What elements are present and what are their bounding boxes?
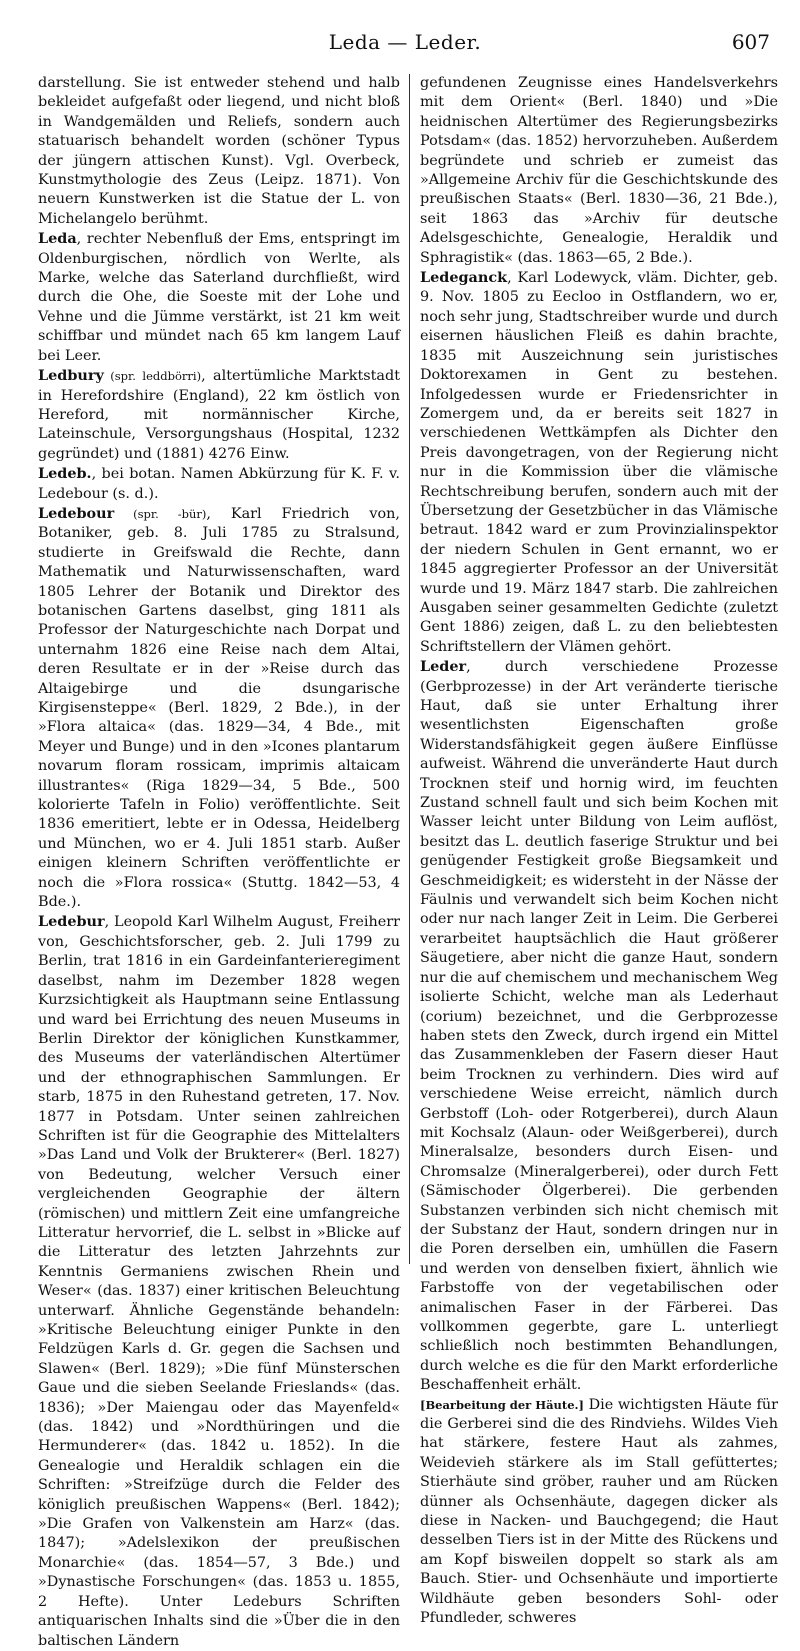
entry-text: , Karl Lodewyck, vläm. Dichter, geb. 9. Nov. 1805 zu Eecloo in Ostflandern, wo er, noch sehr jung, Stadtschreiber wurde und durch eisernen häuslichen Fleiß es dahin brachte, 1835 mit Auszeichnung sein juristisches Doktorexamen in Gent zu bestehen. Infolgedessen wurde er Friedensrichter in Zomergem und, da er bereits seit 1827 in verschiedenen Wettkämpfen als Dichter den Preis davongetragen, von der Regierung nicht nur in die Kommission über die vlämische Rechtschreibung berufen, sondern auch mit der Übersetzung der Gesetzbücher in das Vlämische betraut. 1842 ward er zum Provinzialinspektor der niedern Schulen in Gent ernannt, wo er 1845 aggregierter Professor an der Universität wurde und 19. März 1847 starb. Die zahlreichen Ausgaben seiner gesammelten Gedichte (zuletzt Gent 1886) zeigen, daß L. zu den beliebtesten Schriftstellern der Vlämen gehört. xyxy=(420,270,778,655)
page-header xyxy=(40,30,770,60)
entry-headword: Ledebur xyxy=(38,913,105,931)
entry-paragraph xyxy=(420,74,778,268)
running-title: Leda — Leder. xyxy=(328,30,482,54)
entry-text: , rechter Nebenfluß der Ems, entspringt im Oldenburgischen, nördlich von Werlte, als Marke, welche das Saterland durchfließt, wird durch die Ohe, die Soeste mit der Lohe und Vehne und die Jümme verstärkt, ist 21 km weit schiffbar und mündet nach 65 km langem Lauf bei Leer. xyxy=(38,231,400,364)
entry-text: , Karl Friedrich von, Botaniker, geb. 8. Juli 1785 zu Stralsund, studierte in Greifswald die Rechte, dann Mathematik und Naturwissenschaften, ward 1805 Lehrer der Botanik und Direktor des botanischen Gartens daselbst, ging 1811 als Professor der Naturgeschichte nach Dorpat und unternahm 1826 eine Reise nach dem Altai, deren Resultate er in der »Reise durch das Altaigebirge und die dsungarische Kirgisensteppe« (Berl. 1829, 2 Bde.), in der »Flora altaica« (das. 1829—34, 4 Bde., mit Meyer und Bunge) und in den »Icones plantarum novarum floram rossicam, imprimis altaicam illustrantes« (Riga 1829—34, 5 Bde., 500 kolorierte Tafeln in Folio) veröffentlichte. Seit 1836 emeritiert, lebte er in Odessa, Heidelberg und München, wo er 4. Juli 1851 starb. Außer einigen kleinern Schriften veröffentlichte er noch die »Flora rossica« (Stuttg. 1842—53, 4 Bde.). xyxy=(38,505,400,911)
entry-paragraph xyxy=(38,504,400,913)
entry-headword: Ledbury xyxy=(38,367,104,385)
entry-text: , durch verschiedene Prozesse (Gerbprozesse) in der Art veränderte tierische Haut, daß sie unter Erhaltung ihrer wesentlichsten Eigenschaften große Widerstandsfähigkeit gegen äußere Einflüsse aufweist. Während die unveränderte Haut durch Trocknen steif und hornig wird, im feuchten Zustand schnell fault und sich beim Kochen mit Wasser leicht unter Bildung von Leim auflöst, besitzt das L. deutlich faserige Struktur und bei genügender Festigkeit große Biegsamkeit und Geschmeidigkeit; es widersteht in der Nässe der Fäulnis und verwandelt sich beim Kochen nicht oder nur nach langer Zeit in Leim. Die Gerberei verarbeitet hauptsächlich die Haut größerer Säugetiere, aber nicht die ganze Haut, sondern nur die auf chemischem und mechanischem Weg isolierte Schicht, welche man als Lederhaut (corium) bezeichnet, und die Gerbprozesse haben stets den Zweck, durch irgend ein Mittel das Zusammenkleben der Fasern dieser Haut beim Trocknen zu verhindern. Dies wird auf verschiedene Weise erreicht, nämlich durch Gerbstoff (Loh- oder Rotgerberei), durch Alaun mit Kochsalz (Alaun- oder Weißgerberei), durch Mineralsalze, besonders durch Eisen- und Chromsalze (Mineralgerberei), oder durch Fett (Sämischoder Ölgerberei). Die gerbenden Substanzen verbinden sich nicht chemisch mit der Substanz der Haut, sondern dringen nur in die Poren derselben ein, umhüllen die Fasern und werden von denselben fixiert, ähnlich wie Farbstoffe von der vegetabilischen oder animalischen Faser in der Färberei. Das vollkommen gegerbte, gare L. unterliegt schließlich noch bestimmten Behandlungen, durch welche es die für den Markt erforderliche Beschaffenheit erhält. xyxy=(420,659,778,1394)
entry-pronunciation: (spr. leddbörri) xyxy=(103,369,202,384)
entry-paragraph xyxy=(38,464,400,504)
left-column xyxy=(38,74,400,1651)
entry-text: gefundenen Zeugnisse eines Handelsverkehrs mit dem Orient« (Berl. 1840) und »Die heidnischen Altertümer des Regierungsbezirks Potsdam« (das. 1852) hervorzuheben. Außerdem begründete und schrieb er zumeist das »Allgemeine Archiv für die Geschichtskunde des preußischen Staats« (Berl. 1830—36, 21 Bde.), seit 1863 das »Archiv für deutsche Adelsgeschichte, Genealogie, Heraldik und Sphragistik« (das. 1863—65, 2 Bde.). xyxy=(420,75,778,266)
entry-paragraph xyxy=(38,912,400,1650)
entry-headword: Leda xyxy=(38,230,77,248)
entry-headword: Leder xyxy=(420,658,467,676)
entry-paragraph xyxy=(420,1396,778,1629)
entry-paragraph xyxy=(38,74,400,229)
entry-text: , altertümliche Marktstadt in Herefordshire (England), 22 km östlich von Hereford, mit normännischer Kirche, Lateinschule, Versorgungshaus (Hospital, 1232 gegründet) und (1881) 4276 Einw. xyxy=(38,368,400,462)
entry-headword: Ledeganck xyxy=(420,269,508,287)
entry-text: , Leopold Karl Wilhelm August, Freiherr von, Geschichtsforscher, geb. 2. Juli 1799 zu Berlin, trat 1816 in ein Gardeinfanterieregiment daselbst, nahm im Dezember 1828 wegen Kurzsichtigkeit als Hauptmann seine Entlassung und ward bei Errichtung des neuen Museums in Berlin Direktor der königlichen Kunstkammer, des Museums der vaterländischen Altertümer und der ethnographischen Sammlungen. Er starb, 1875 in den Ruhestand getreten, 17. Nov. 1877 in Potsdam. Unter seinen zahlreichen Schriften ist für die Geographie des Mittelalters »Das Land und Volk der Brukterer« (Berl. 1827) von Bedeutung, welcher Versuch einer vergleichenden Geographie der ältern (römischen) und mittlern Zeit eine umfangreiche Litteratur hervorrief, die L. selbst in »Blicke auf die Litteratur des letzten Jahrzehnts zur Kenntnis Germaniens zwischen Rhein und Weser« (das. 1837) einer kritischen Beleuchtung unterwarf. Ähnliche Gegenstände behandeln: »Kritische Beleuchtung einiger Punkte in den Feldzügen Karls d. Gr. gegen die Sachsen und Slawen« (Berl. 1829); »Die fünf Münsterschen Gaue und die sieben Seelande Frieslands« (das. 1836); »Der Maiengau oder das Mayenfeld« (das. 1842) und »Nordthüringen und die Hermunderer« (das. 1842 u. 1852). In die Genealogie und Heraldik schlagen ein die Schriften: »Streifzüge durch die Felder des königlich preußischen Wappens« (Berl. 1842); »Die Grafen von Valkenstein am Harz« (das. 1847); »Adelslexikon der preußischen Monarchie« (das. 1854—57, 3 Bde.) und »Dynastische Forschungen« (das. 1853 u. 1855, 2 Hefte). Unter Ledeburs Schriften antiquarischen Inhalts sind die »Über die in den baltischen Ländern xyxy=(38,914,400,1649)
entry-text: Die wichtigsten Häute für die Gerberei sind die des Rindviehs. Wildes Vieh hat stärkere, festere Haut als zahmes, Weidevieh stärkere als im Stall gefüttertes; Stierhäute sind gröber, rauher und am Rücken dünner als Ochsenhäute, dagegen dicker als diese in Nacken- und Bauchgegend; die Haut desselben Tiers ist in der Mitte des Rückens und am Kopf bisweilen doppelt so stark als am Bauch. Stier- und Ochsenhäute und importierte Wildhäute geben besonders Sohl- oder Pfundleder, schweres xyxy=(420,1396,778,1627)
entry-paragraph xyxy=(38,229,400,366)
page-number: 607 xyxy=(731,30,770,54)
entry-text: , bei botan. Namen Abkürzung für K. F. v. Ledebour (s. d.). xyxy=(38,466,400,502)
section-heading: [Bearbeitung der Häute.] xyxy=(420,1397,584,1412)
entry-pronunciation: (spr. -bür) xyxy=(114,506,207,521)
entry-paragraph xyxy=(420,657,778,1395)
entry-text: darstellung. Sie ist entweder stehend und halb bekleidet aufgefaßt oder liegend, und nicht bloß in Wandgemälden und Reliefs, sondern auch statuarisch behandelt worden (schöner Typus der jüngern attischen Kunst). Vgl. Overbeck, Kunstmythologie des Zeus (Leipz. 1871). Von neuern Kunstwerken ist die Statue der L. von Michelangelo berühmt. xyxy=(38,75,400,227)
entry-headword: Ledeb. xyxy=(38,465,92,483)
entry-paragraph xyxy=(38,366,400,464)
entry-headword: Ledebour xyxy=(38,504,115,522)
entry-paragraph xyxy=(420,268,778,657)
column-divider xyxy=(409,74,410,1264)
right-column xyxy=(420,74,778,1629)
